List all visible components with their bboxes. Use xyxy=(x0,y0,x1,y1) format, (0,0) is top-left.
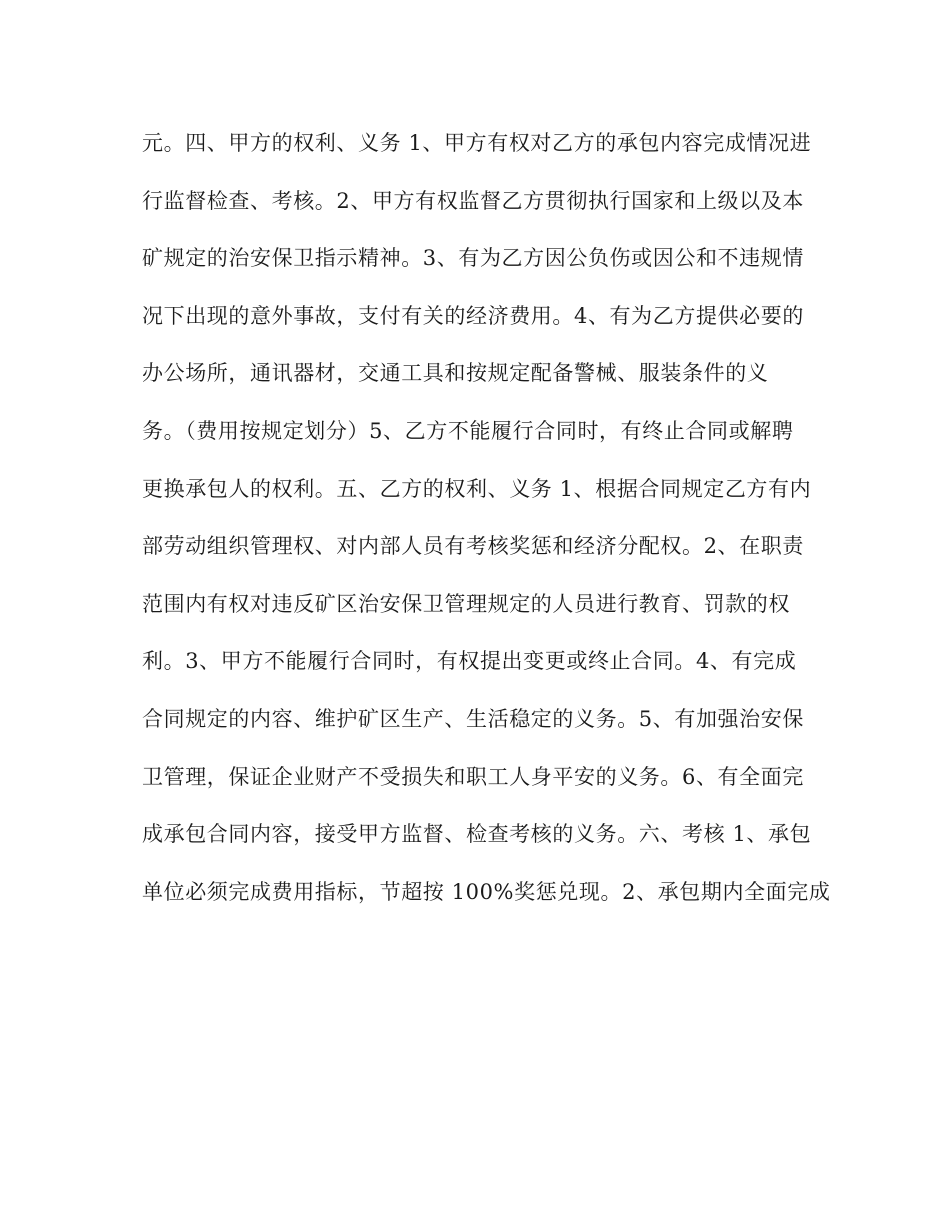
text-line: 更换承包人的权利。五、乙方的权利、义务 1、根据合同规定乙方有内 xyxy=(142,476,812,501)
text-line: 元。四、甲方的权利、义务 1、甲方有权对乙方的承包内容完成情况进 xyxy=(142,131,812,155)
document-body xyxy=(142,124,831,930)
text-line: 行监督检查、考核。2、甲方有权监督乙方贯彻执行国家和上级以及本 xyxy=(142,188,804,213)
text-line: 利。3、甲方不能履行合同时，有权提出变更或终止合同。4、有完成 xyxy=(142,649,797,674)
text-line: 卫管理，保证企业财产不受损失和职工人身平安的义务。6、有全面完 xyxy=(142,764,804,789)
text-line: 矿规定的治安保卫指示精神。3、有为乙方因公负伤或因公和不违规情 xyxy=(142,246,804,271)
text-line: 合同规定的内容、维护矿区生产、生活稳定的义务。5、有加强治安保 xyxy=(142,706,804,731)
text-line: 况下出现的意外事故，支付有关的经济费用。4、有为乙方提供必要的 xyxy=(142,303,804,328)
text-line: 务。（费用按规定划分）5、乙方不能履行合同时，有终止合同或解聘 xyxy=(142,418,794,443)
text-line: 单位必须完成费用指标，节超按 100%奖惩兑现。2、承包期内全面完成 xyxy=(142,879,831,904)
text-line: 成承包合同内容，接受甲方监督、检查考核的义务。六、考核 1、承包 xyxy=(142,822,812,847)
text-line: 部劳动组织管理权、对内部人员有考核奖惩和经济分配权。2、在职责 xyxy=(142,534,804,559)
text-line: 办公场所，通讯器材，交通工具和按规定配备警械、服装条件的义 xyxy=(142,361,769,386)
text-line: 范围内有权对违反矿区治安保卫管理规定的人员进行教育、罚款的权 xyxy=(142,591,790,616)
